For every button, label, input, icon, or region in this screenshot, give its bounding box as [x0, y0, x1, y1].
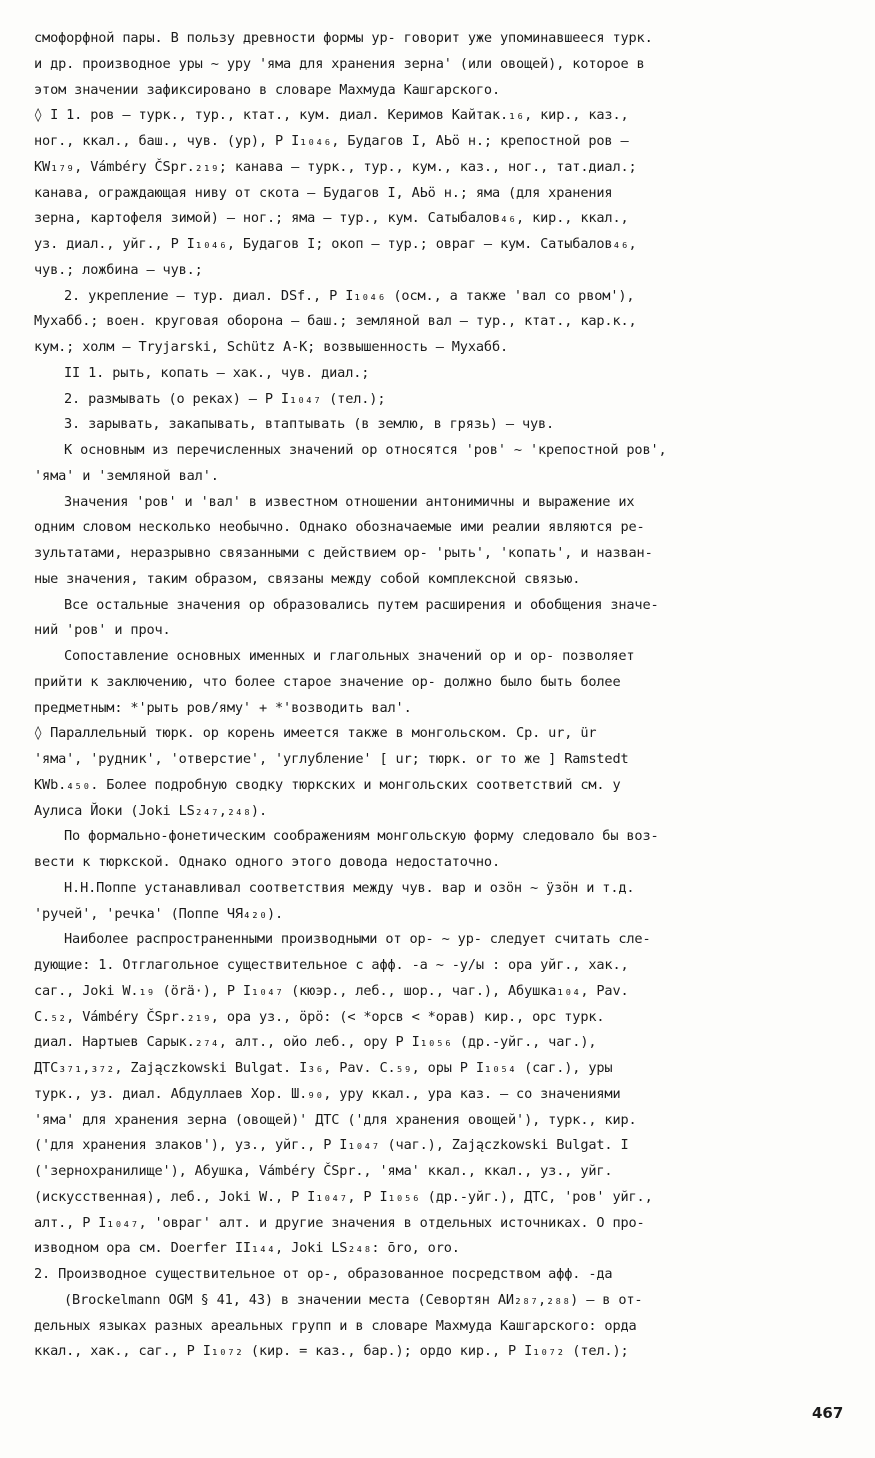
text-line: изводном ора см. Doerfer II₁₄₄, Joki LS₂₄₈: ōro, oro. [34, 1240, 460, 1257]
text-line: KW₁₇₉, Vámbéry ČSpr.₂₁₉; канава – турк., тур., кум., каз., ног., тат.диал.; [34, 158, 637, 175]
text-line: ног., ккал., баш., чув. (ур), Р I₁₀₄₆, Будагов I, АЬӧ н.; крепостной ров – [34, 133, 629, 149]
text-line: Наиболее распространенными производными от ор- ~ ур- следует считать сле- [64, 931, 651, 948]
text-line [34, 1365, 846, 1391]
text-line: 'яма' и 'земляной вал'. [34, 467, 219, 484]
text-line: (искусственная), леб., Joki W., Р I₁₀₄₇, Р I₁₀₅₆ (др.-уйг.), ДТС, 'ров' уйг., [34, 1188, 653, 1205]
text-line: Значения 'ров' и 'вал' в известном отношении антонимичны и выражение их [64, 493, 635, 510]
text-line: (Brockelmann OGM § 41, 43) в значении места (Севортян АИ₂₈₇,₂₈₈) – в от- [64, 1291, 643, 1308]
text-line: саг., Joki W.₁₉ (örä·), Р I₁₀₄₇ (кюэр., леб., шор., чаг.), Абушка₁₀₄, Pav. [34, 982, 629, 999]
text-line: одним словом несколько необычно. Однако обозначаемые ими реалии являются ре- [34, 519, 645, 536]
text-line: Н.Н.Поппе устанавливал соответствия между чув. вар и озӧн ~ ӱзӧн и т.д. [64, 879, 635, 896]
text-line: 'яма', 'рудник', 'отверстие', 'углубление' [ ur; тюрк. or то же ] Ramstedt [34, 751, 629, 767]
text-line: ('для хранения злаков'), уз., уйг., Р I₁₀₄₇ (чаг.), Zajączkowski Bulgat. I [34, 1137, 629, 1154]
text-line: KWb.₄₅₀. Более подробную сводку тюркских и монгольских соответствий см. у [34, 776, 621, 793]
text-line: вести к тюркской. Однако одного этого довода недостаточно. [34, 854, 500, 870]
text-line: 2. размывать (о реках) – Р I₁₀₄₇ (тел.); [64, 390, 386, 407]
text-line: ний 'ров' и проч. [34, 622, 171, 639]
text-line: диал. Нартыев Сарык.₂₇₄, алт., ойо леб., ору Р I₁₀₅₆ (др.-уйг., чаг.), [34, 1034, 597, 1051]
text-line: 2. укрепление – тур. диал. DSf., Р I₁₀₄₆ (осм., а также 'вал со рвом'), [64, 287, 635, 304]
text-line: канава, ограждающая ниву от скота – Будагов I, АЬӧ н.; яма (для хранения [34, 184, 613, 201]
text-line: ДТС₃₇₁,₃₇₂, Zajączkowski Bulgat. I₃₆, Pav. C.₅₉, оры Р I₁₀₅₄ (саг.), уры [34, 1060, 613, 1076]
text-line: зерна, картофеля зимой) – ног.; яма – тур., кум. Сатыбалов₄₆, кир., ккал., [34, 210, 629, 227]
text-line: 'яма' для хранения зерна (овощей)' ДТС ('для хранения овощей'), турк., кир. [34, 1111, 637, 1128]
text-line: Мухабб.; воен. круговая оборона – баш.; земляной вал – тур., ктат., кар.к., [34, 313, 637, 330]
text-line: смофорфной пары. В пользу древности формы ур- говорит уже упоминавшееся турк. [34, 30, 653, 46]
text-line: ккал., хак., саг., Р I₁₀₇₂ (кир. = каз., бар.); ордо кир., Р I₁₀₇₂ (тел.); [34, 1343, 629, 1360]
text-line: уз. диал., уйг., Р I₁₀₄₆, Будагов I; окоп – тур.; овраг – кум. Сатыбалов₄₆, [34, 236, 637, 252]
text-line: дельных языках разных ареальных групп и в словаре Махмуда Кашгарского: орда [34, 1317, 637, 1334]
text-line: кум.; холм – Tryjarski, Schütz A-K; возвышенность – Мухабб. [34, 339, 509, 355]
page-number: 467 [812, 1404, 844, 1422]
text-line: прийти к заключению, что более старое значение ор- должно было быть более [34, 673, 621, 690]
text-line: 'ручей', 'речка' (Поппе ЧЯ₄₂₀). [34, 905, 284, 922]
text-line: ('зернохранилище'), Абушка, Vámbéry ČSpr., 'яма' ккал., ккал., уз., уйг. [34, 1163, 613, 1179]
text-line: дующие: 1. Отглагольное существительное с афф. -а ~ -у/ы : ора уйг., хак., [34, 957, 629, 973]
text-line: этом значении зафиксировано в словаре Махмуда Кашгарского. [34, 81, 500, 98]
text-line: II 1. рыть, копать – хак., чув. диал.; [64, 364, 370, 381]
text-line: ◊ Параллельный тюрк. ор корень имеется также в монгольском. Ср. ur, ür [34, 725, 597, 742]
text-line: 2. Производное существительное от ор-, образованное посредством афф. -да [34, 1266, 613, 1282]
text-line: и др. производное уры ~ уру 'яма для хранения зерна' (или овощей), которое в [34, 55, 645, 72]
text-line: турк., уз. диал. Абдуллаев Хор. Ш.₉₀, уру ккал., ура каз. – со значениями [34, 1085, 621, 1102]
text-line: чув.; ложбина – чув.; [34, 261, 203, 278]
body-text [34, 26, 846, 1391]
text-line: 3. зарывать, закапывать, втаптывать (в землю, в грязь) – чув. [64, 416, 555, 433]
text-line: C.₅₂, Vámbéry ČSpr.₂₁₉, ора уз., ӧрӧ: (< *орсв < *орав) кир., орс турк. [34, 1008, 605, 1025]
text-line: Все остальные значения ор образовались путем расширения и обобщения значе- [64, 596, 659, 613]
text-line: Сопоставление основных именных и глагольных значений ор и ор- позволяет [64, 648, 635, 664]
text-line: алт., Р I₁₀₄₇, 'овраг' алт. и другие значения в отдельных источниках. О про- [34, 1214, 645, 1231]
text-line: К основным из перечисленных значений ор относятся 'ров' ~ 'крепостной ров', [64, 442, 667, 458]
text-line: По формально-фонетическим соображениям монгольскую форму следовало бы воз- [64, 828, 659, 845]
text-line: ные значения, таким образом, связаны между собой комплексной связью. [34, 570, 581, 587]
text-line: Аулиса Йоки (Joki LS₂₄₇,₂₄₈). [34, 802, 267, 819]
text-line: ◊ I 1. ров – турк., тур., ктат., кум. диал. Керимов Кайтак.₁₆, кир., каз., [34, 107, 629, 124]
text-line: зультатами, неразрывно связанными с действием ор- 'рыть', 'копать', и назван- [34, 545, 653, 561]
text-line: предметным: *'рыть ров/яму' + *'возводить вал'. [34, 699, 412, 716]
